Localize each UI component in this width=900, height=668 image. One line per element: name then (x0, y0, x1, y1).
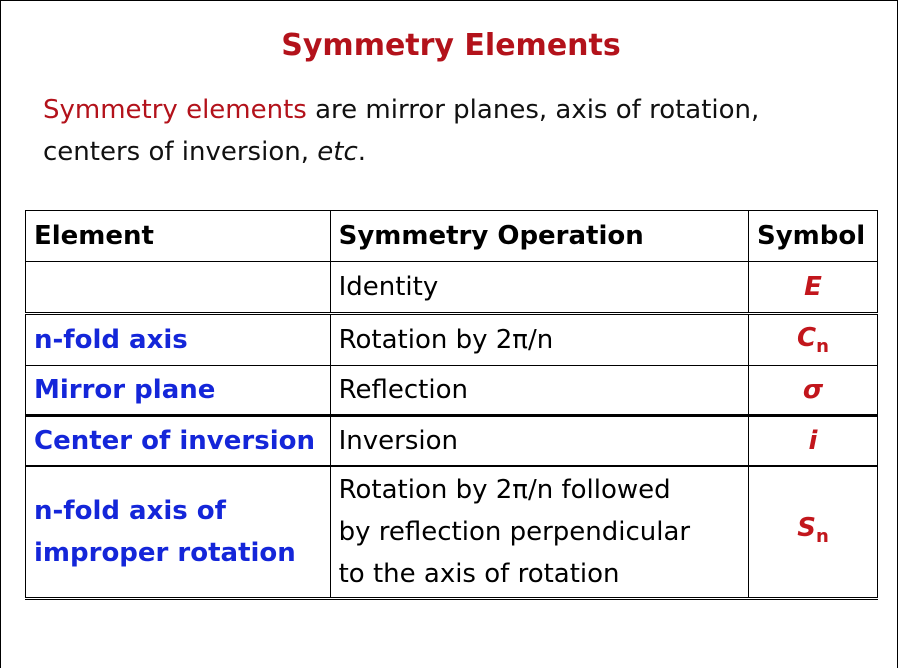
header-symbol: Symbol (749, 211, 878, 262)
symbol: C (797, 323, 817, 353)
element-line: improper rotation (34, 538, 296, 568)
element-cell: Mirror plane (26, 366, 331, 416)
operation-line: to the axis of rotation (338, 559, 620, 589)
element-cell (26, 262, 331, 314)
symbol-cell (749, 416, 878, 467)
slide-title: Symmetry Elements (281, 28, 621, 63)
table-row (26, 314, 878, 366)
operation-cell: Inversion (330, 416, 748, 467)
intro-text-2: centers of inversion, (43, 137, 318, 167)
table-row (26, 466, 878, 599)
header-operation: Symmetry Operation (330, 211, 748, 262)
element-cell: Center of inversion (26, 416, 331, 467)
element-line: n-fold axis of (34, 496, 226, 526)
symbol-cell (749, 466, 878, 599)
symbol: S (797, 512, 816, 543)
intro-end: . (357, 137, 367, 167)
operation-cell: Identity (330, 262, 748, 314)
operation-cell: Rotation by 2π/n (330, 314, 748, 366)
table-row (26, 416, 878, 467)
element-cell: n-fold axis (26, 314, 331, 366)
symbol: E (804, 272, 822, 302)
intro-highlight: Symmetry elements (43, 95, 307, 125)
intro-italic: etc (317, 137, 358, 167)
table-row (26, 262, 878, 314)
table-row (26, 366, 878, 416)
operation-cell (330, 466, 748, 599)
intro-text-1: are mirror planes, axis of rotation, (306, 95, 760, 125)
symbol-cell (749, 366, 878, 416)
intro-text (43, 89, 843, 173)
operation-line: by reflection perpendicular (338, 517, 691, 547)
symbol: σ (802, 375, 824, 405)
operation-line: Rotation by 2π/n followed (338, 475, 671, 505)
symbol-cell (749, 314, 878, 366)
symmetry-table (25, 210, 878, 600)
operation-cell: Reflection (330, 366, 748, 416)
symbol-cell (749, 262, 878, 314)
element-cell (26, 466, 331, 599)
table-header-row (26, 211, 878, 262)
symbol-subscript: n (816, 336, 829, 357)
symbol-subscript: n (815, 525, 829, 547)
header-element: Element (26, 211, 331, 262)
symbol: i (808, 426, 818, 456)
